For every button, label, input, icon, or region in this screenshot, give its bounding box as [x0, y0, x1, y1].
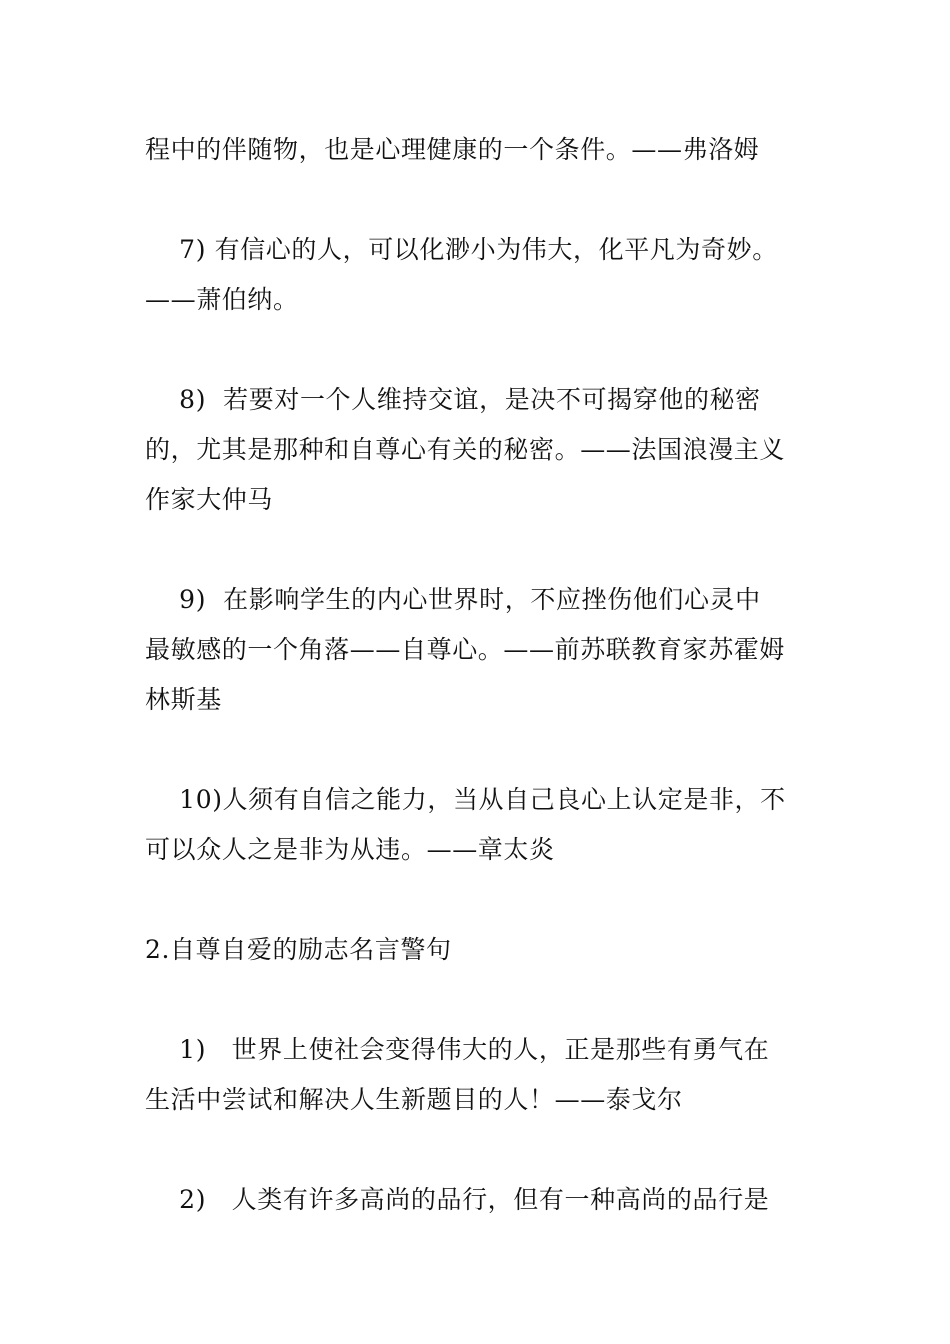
- text-line: 可以众人之是非为从违。——章太炎: [145, 835, 555, 864]
- text-line: 10)人须有自信之能力，当从自己良心上认定是非，不: [145, 785, 786, 814]
- text-line: ——萧伯纳。: [145, 285, 299, 314]
- text-line: 2) 人类有许多高尚的品行，但有一种高尚的品行是: [145, 1185, 770, 1214]
- text-line: 7) 有信心的人，可以化渺小为伟大，化平凡为奇妙。: [145, 235, 778, 264]
- text-line: 最敏感的一个角落——自尊心。——前苏联教育家苏霍姆: [145, 635, 786, 664]
- text-line: 8) 若要对一个人维持交谊，是决不可揭穿他的秘密: [145, 385, 761, 414]
- text-line: 的，尤其是那种和自尊心有关的秘密。——法国浪漫主义: [145, 435, 786, 464]
- text-line: 林斯基: [145, 685, 222, 714]
- text-line: 9) 在影响学生的内心世界时，不应挫伤他们心灵中: [145, 585, 761, 614]
- text-line: 程中的伴随物，也是心理健康的一个条件。——弗洛姆: [145, 135, 760, 164]
- text-line: 生活中尝试和解决人生新题目的人！——泰戈尔: [145, 1085, 683, 1114]
- section-heading: 2.自尊自爱的励志名言警句: [145, 935, 452, 964]
- text-line: 作家大仲马: [145, 485, 274, 514]
- text-line: 1) 世界上使社会变得伟大的人，正是那些有勇气在: [145, 1035, 770, 1064]
